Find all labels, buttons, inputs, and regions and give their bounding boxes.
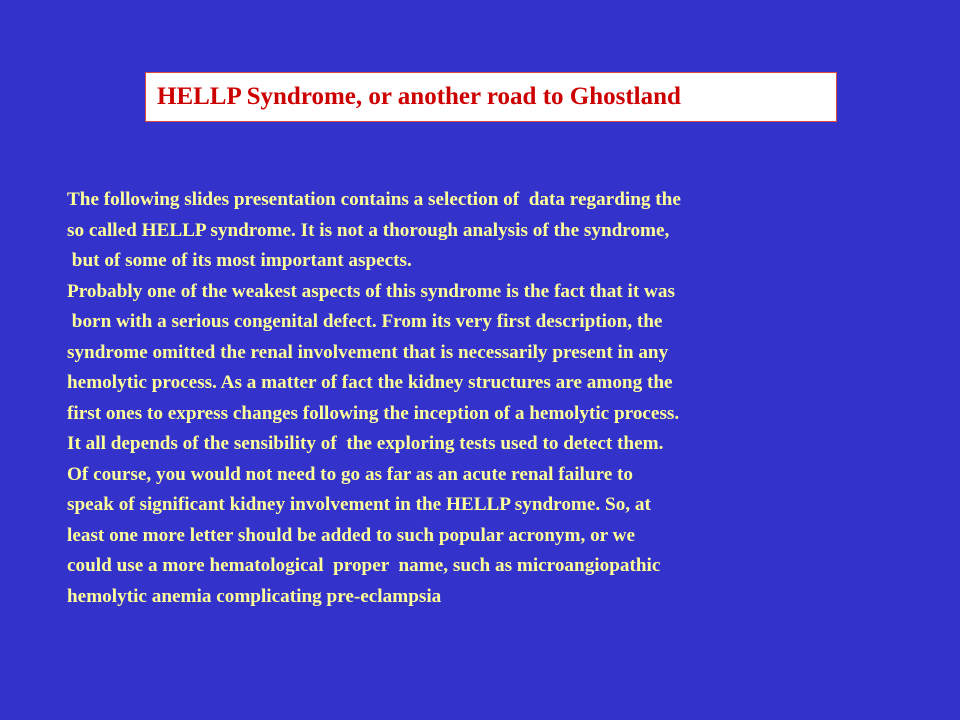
body-line: speak of significant kidney involvement in the HELLP syndrome. So, at	[67, 494, 651, 515]
body-line: least one more letter should be added to such popular acronym, or we	[67, 524, 635, 546]
title-box	[145, 72, 837, 122]
body-line: could use a more hematological proper name, such as microangiopathic	[67, 555, 661, 576]
body-line: born with a serious congenital defect. From its very first description, the	[67, 311, 663, 332]
slide-title: HELLP Syndrome, or another road to Ghostland	[157, 83, 681, 110]
body-line: so called HELLP syndrome. It is not a thorough analysis of the syndrome,	[67, 219, 670, 241]
body-line: The following slides presentation contains a selection of data regarding the	[67, 189, 681, 210]
body-line: but of some of its most important aspects.	[67, 250, 412, 271]
slide-body	[67, 185, 947, 612]
body-line: hemolytic anemia complicating pre-eclampsia	[67, 585, 442, 607]
body-line: syndrome omitted the renal involvement that is necessarily present in any	[67, 341, 669, 363]
body-line: It all depends of the sensibility of the exploring tests used to detect them.	[67, 433, 664, 454]
body-line: Probably one of the weakest aspects of this syndrome is the fact that it was	[67, 280, 675, 302]
body-line: hemolytic process. As a matter of fact the kidney structures are among the	[67, 372, 673, 393]
body-line: Of course, you would not need to go as far as an acute renal failure to	[67, 463, 634, 485]
body-line: first ones to express changes following the inception of a hemolytic process.	[67, 402, 680, 424]
